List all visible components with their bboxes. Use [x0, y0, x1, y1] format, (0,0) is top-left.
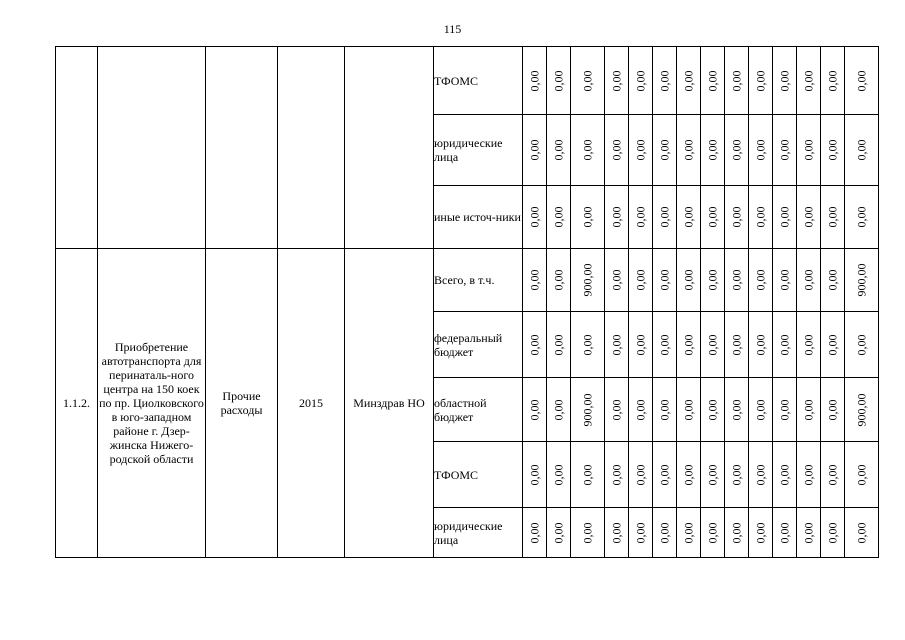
value-text: 0,00	[681, 399, 696, 420]
empty-executor-cell	[345, 47, 434, 249]
value-cell	[845, 378, 879, 442]
value-text: 0,00	[527, 334, 542, 355]
value-cell	[523, 312, 547, 378]
value-text: 0,00	[854, 464, 869, 485]
value-cell	[725, 47, 749, 115]
value-cell	[677, 442, 701, 508]
value-cell	[773, 249, 797, 312]
value-text: 0,00	[729, 269, 744, 291]
value-cell	[773, 115, 797, 186]
value-cell	[547, 312, 571, 378]
value-text: 0,00	[609, 70, 624, 91]
value-cell	[749, 115, 773, 186]
value-cell	[797, 115, 821, 186]
value-cell	[547, 115, 571, 186]
value-text: 0,00	[729, 334, 744, 355]
value-cell	[701, 47, 725, 115]
value-text: 0,00	[551, 464, 566, 485]
source-label: областной бюджет	[434, 378, 523, 442]
value-text: 0,00	[705, 269, 720, 291]
value-text: 0,00	[551, 70, 566, 91]
value-cell	[821, 186, 845, 249]
value-cell	[629, 508, 653, 558]
value-cell	[605, 442, 629, 508]
value-cell	[821, 47, 845, 115]
value-text: 0,00	[580, 70, 595, 91]
value-cell	[725, 115, 749, 186]
value-text: 0,00	[705, 522, 720, 543]
value-cell	[571, 442, 605, 508]
value-text: 0,00	[825, 206, 840, 228]
value-cell	[725, 508, 749, 558]
value-cell	[605, 312, 629, 378]
value-cell	[571, 508, 605, 558]
value-text: 900,00	[854, 393, 869, 426]
value-text: 0,00	[801, 206, 816, 228]
value-cell	[677, 378, 701, 442]
value-cell	[725, 249, 749, 312]
value-text: 0,00	[681, 70, 696, 91]
value-cell	[821, 115, 845, 186]
value-text: 0,00	[551, 334, 566, 355]
value-cell	[653, 249, 677, 312]
value-cell	[749, 312, 773, 378]
value-text: 0,00	[777, 399, 792, 420]
value-text: 0,00	[729, 522, 744, 543]
value-text: 0,00	[801, 464, 816, 485]
value-text: 0,00	[580, 464, 595, 485]
value-text: 0,00	[681, 269, 696, 291]
value-text: 0,00	[633, 269, 648, 291]
value-text: 0,00	[580, 522, 595, 543]
value-cell	[701, 312, 725, 378]
value-text: 0,00	[657, 139, 672, 161]
value-cell	[749, 186, 773, 249]
value-text: 0,00	[854, 70, 869, 91]
source-label: федеральный бюджет	[434, 312, 523, 378]
value-cell	[773, 47, 797, 115]
value-text: 0,00	[825, 269, 840, 291]
value-cell	[605, 249, 629, 312]
value-text: 0,00	[633, 522, 648, 543]
value-cell	[571, 115, 605, 186]
page-number: 115	[443, 22, 462, 36]
value-text: 0,00	[729, 206, 744, 228]
value-text: 0,00	[825, 139, 840, 161]
value-cell	[773, 442, 797, 508]
value-text: 0,00	[753, 334, 768, 355]
value-cell	[653, 115, 677, 186]
value-text: 0,00	[777, 70, 792, 91]
value-cell	[797, 378, 821, 442]
value-text: 0,00	[681, 206, 696, 228]
value-cell	[845, 186, 879, 249]
value-cell	[523, 442, 547, 508]
value-text: 0,00	[753, 269, 768, 291]
value-text: 0,00	[801, 269, 816, 291]
value-cell	[653, 47, 677, 115]
value-cell	[571, 47, 605, 115]
value-text: 0,00	[609, 522, 624, 543]
value-text: 0,00	[527, 206, 542, 228]
value-cell	[547, 47, 571, 115]
value-text: 0,00	[551, 206, 566, 228]
value-cell	[547, 186, 571, 249]
value-text: 0,00	[753, 70, 768, 91]
value-cell	[797, 312, 821, 378]
value-cell	[629, 312, 653, 378]
value-text: 0,00	[705, 70, 720, 91]
value-text: 0,00	[633, 334, 648, 355]
value-cell	[821, 312, 845, 378]
value-text: 0,00	[609, 399, 624, 420]
value-text: 900,00	[580, 263, 595, 297]
source-label: юридические лица	[434, 115, 523, 186]
value-text: 0,00	[854, 206, 869, 228]
value-cell	[701, 378, 725, 442]
value-text: 0,00	[527, 399, 542, 420]
value-cell	[605, 186, 629, 249]
value-cell	[547, 249, 571, 312]
value-cell	[677, 312, 701, 378]
value-cell	[773, 312, 797, 378]
value-cell	[523, 508, 547, 558]
source-label: Всего, в т.ч.	[434, 249, 523, 312]
value-cell	[677, 249, 701, 312]
table-row	[56, 249, 879, 312]
value-text: 0,00	[777, 269, 792, 291]
value-cell	[653, 378, 677, 442]
value-cell	[725, 186, 749, 249]
value-text: 0,00	[854, 522, 869, 543]
budget-table	[55, 46, 879, 558]
value-cell	[701, 115, 725, 186]
value-text: 0,00	[657, 334, 672, 355]
value-text: 0,00	[527, 269, 542, 291]
value-cell	[629, 186, 653, 249]
value-cell	[677, 115, 701, 186]
value-text: 0,00	[777, 206, 792, 228]
value-cell	[547, 378, 571, 442]
value-text: 0,00	[633, 206, 648, 228]
value-text: 0,00	[801, 139, 816, 161]
value-text: 0,00	[609, 206, 624, 228]
value-text: 0,00	[657, 206, 672, 228]
value-cell	[677, 47, 701, 115]
value-cell	[845, 442, 879, 508]
value-cell	[749, 249, 773, 312]
value-cell	[547, 508, 571, 558]
value-text: 0,00	[551, 139, 566, 161]
value-text: 0,00	[753, 522, 768, 543]
value-cell	[797, 249, 821, 312]
value-text: 0,00	[633, 70, 648, 91]
value-text: 0,00	[825, 464, 840, 485]
value-cell	[821, 249, 845, 312]
source-label: юридические лица	[434, 508, 523, 558]
value-cell	[677, 186, 701, 249]
value-text: 0,00	[609, 334, 624, 355]
value-cell	[523, 186, 547, 249]
value-cell	[605, 47, 629, 115]
value-text: 0,00	[705, 334, 720, 355]
value-cell	[821, 378, 845, 442]
value-cell	[749, 47, 773, 115]
value-cell	[629, 115, 653, 186]
value-text: 0,00	[854, 334, 869, 355]
value-text: 0,00	[705, 464, 720, 485]
value-cell	[701, 186, 725, 249]
value-cell	[749, 508, 773, 558]
value-text: 0,00	[681, 522, 696, 543]
value-text: 0,00	[609, 139, 624, 161]
value-text: 900,00	[580, 393, 595, 426]
value-cell	[845, 312, 879, 378]
value-cell	[523, 115, 547, 186]
value-cell	[677, 508, 701, 558]
empty-expense-type-cell	[206, 47, 278, 249]
value-cell	[653, 186, 677, 249]
value-cell	[629, 442, 653, 508]
value-text: 0,00	[825, 334, 840, 355]
value-text: 0,00	[609, 464, 624, 485]
value-cell	[725, 312, 749, 378]
value-text: 0,00	[753, 399, 768, 420]
value-text: 0,00	[633, 139, 648, 161]
value-cell	[749, 442, 773, 508]
value-text: 0,00	[580, 139, 595, 161]
value-text: 0,00	[527, 139, 542, 161]
item-executor: Минздрав НО	[345, 249, 434, 558]
value-text: 0,00	[527, 522, 542, 543]
item-year: 2015	[278, 249, 345, 558]
source-label: ТФОМС	[434, 47, 523, 115]
value-cell	[629, 249, 653, 312]
value-text: 0,00	[801, 334, 816, 355]
value-cell	[653, 442, 677, 508]
value-cell	[629, 47, 653, 115]
value-cell	[773, 186, 797, 249]
value-cell	[605, 508, 629, 558]
value-text: 0,00	[681, 139, 696, 161]
value-text: 900,00	[854, 263, 869, 297]
value-cell	[701, 442, 725, 508]
value-cell	[821, 442, 845, 508]
value-cell	[653, 508, 677, 558]
empty-year-cell	[278, 47, 345, 249]
value-text: 0,00	[657, 522, 672, 543]
value-cell	[605, 378, 629, 442]
value-cell	[523, 249, 547, 312]
value-cell	[571, 312, 605, 378]
value-cell	[571, 186, 605, 249]
value-text: 0,00	[825, 399, 840, 420]
value-text: 0,00	[551, 399, 566, 420]
expense-type: Прочие расходы	[206, 249, 278, 558]
value-cell	[845, 115, 879, 186]
value-text: 0,00	[729, 464, 744, 485]
value-cell	[725, 378, 749, 442]
value-text: 0,00	[657, 464, 672, 485]
value-text: 0,00	[580, 206, 595, 228]
value-text: 0,00	[825, 70, 840, 91]
value-text: 0,00	[657, 70, 672, 91]
value-cell	[797, 186, 821, 249]
value-cell	[749, 378, 773, 442]
value-cell	[605, 115, 629, 186]
value-cell	[701, 249, 725, 312]
value-text: 0,00	[705, 399, 720, 420]
value-text: 0,00	[657, 269, 672, 291]
value-text: 0,00	[729, 139, 744, 161]
value-text: 0,00	[825, 522, 840, 543]
value-text: 0,00	[580, 334, 595, 355]
value-cell	[845, 508, 879, 558]
source-label: иные источ-ники	[434, 186, 523, 249]
value-cell	[523, 378, 547, 442]
value-cell	[653, 312, 677, 378]
value-text: 0,00	[777, 334, 792, 355]
value-cell	[725, 442, 749, 508]
value-text: 0,00	[753, 139, 768, 161]
value-text: 0,00	[551, 522, 566, 543]
value-cell	[571, 249, 605, 312]
value-text: 0,00	[777, 522, 792, 543]
value-cell	[629, 378, 653, 442]
value-text: 0,00	[854, 139, 869, 161]
value-text: 0,00	[705, 139, 720, 161]
value-text: 0,00	[777, 139, 792, 161]
value-text: 0,00	[801, 399, 816, 420]
source-label: ТФОМС	[434, 442, 523, 508]
value-text: 0,00	[527, 70, 542, 91]
value-text: 0,00	[681, 334, 696, 355]
value-text: 0,00	[801, 70, 816, 91]
value-cell	[773, 508, 797, 558]
item-name: Приобретение автотранспорта для перинаталь-ного центра на 150 коек по пр. Циолковского в юго-западном районе г. Дзер-жинска Нижего-родской области	[98, 249, 206, 558]
value-cell	[523, 47, 547, 115]
value-text: 0,00	[777, 464, 792, 485]
value-text: 0,00	[705, 206, 720, 228]
value-cell	[845, 249, 879, 312]
value-text: 0,00	[657, 399, 672, 420]
empty-num-cell	[56, 47, 98, 249]
value-text: 0,00	[551, 269, 566, 291]
value-cell	[701, 508, 725, 558]
value-cell	[547, 442, 571, 508]
value-text: 0,00	[729, 70, 744, 91]
value-text: 0,00	[527, 464, 542, 485]
value-text: 0,00	[801, 522, 816, 543]
value-cell	[845, 47, 879, 115]
value-text: 0,00	[681, 464, 696, 485]
value-text: 0,00	[609, 269, 624, 291]
value-cell	[797, 508, 821, 558]
value-cell	[797, 442, 821, 508]
table-row	[56, 47, 879, 115]
item-number: 1.1.2.	[56, 249, 98, 558]
empty-name-cell	[98, 47, 206, 249]
value-text: 0,00	[633, 399, 648, 420]
value-cell	[571, 378, 605, 442]
value-cell	[773, 378, 797, 442]
value-text: 0,00	[633, 464, 648, 485]
value-text: 0,00	[753, 206, 768, 228]
value-text: 0,00	[729, 399, 744, 420]
value-cell	[797, 47, 821, 115]
value-cell	[821, 508, 845, 558]
value-text: 0,00	[753, 464, 768, 485]
